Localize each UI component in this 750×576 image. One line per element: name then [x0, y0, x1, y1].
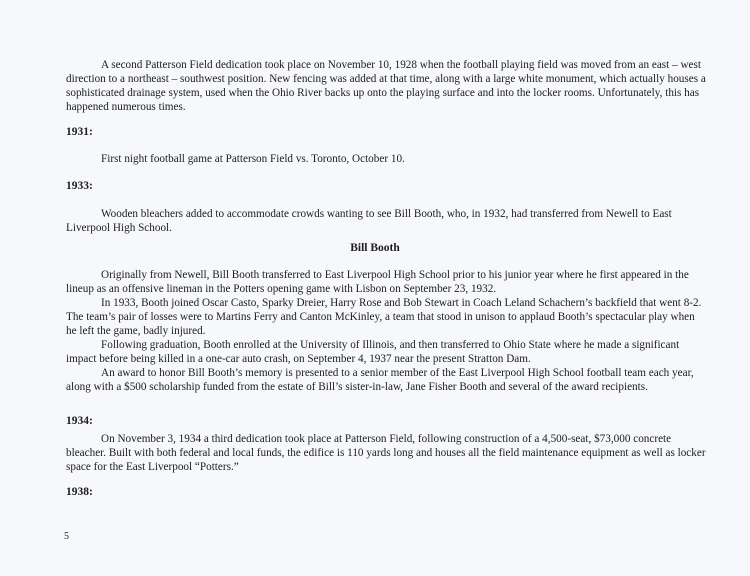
year-heading-1934: 1934:: [66, 415, 93, 427]
booth-paragraph-2: In 1933, Booth joined Oscar Casto, Sparky Dreier, Harry Rose and Bob Stewart in Coach Leland Schachern’s backfield that went 8-2. The team’s pair of losses were to Martins Ferry and Canton McKinley, a team that stood in unison to applaud Booth’s spectacular play when he left the game, badly injured.: [66, 297, 702, 337]
booth-paragraph-3: Following graduation, Booth enrolled at the University of Illinois, and then transferred to Ohio State where he made a significant impact before being killed in a one-car auto crash, on September 4, 1937 near the present Stratton Dam.: [66, 339, 680, 365]
booth-paragraph-4: An award to honor Bill Booth’s memory is presented to a senior member of the East Liverpool High School football team each year, along with a $500 scholarship funded from the estate of Bill’s sister-in-law, Jane Fisher Booth and several of the award recipients.: [66, 367, 694, 393]
year-heading-1931: 1931:: [66, 126, 93, 138]
intro-paragraph: A second Patterson Field dedication took place on November 10, 1928 when the football playing field was moved from an east – west direction to a northeast – southwest position. New fencing was added at that time, along with a large white monument, which actually houses a sophisticated drainage system, used when the Ohio River backs up onto the playing surface and into the locker rooms. Unfortunately, this has happened numerous times.: [66, 59, 706, 113]
paragraph-1933: Wooden bleachers added to accommodate crowds wanting to see Bill Booth, who, in 1932, had transferred from Newell to East Liverpool High School.: [66, 208, 672, 234]
year-heading-1933: 1933:: [66, 180, 93, 192]
page-number: 5: [64, 531, 69, 542]
booth-paragraph-1: Originally from Newell, Bill Booth transferred to East Liverpool High School prior to his junior year where he first appeared in the lineup as an offensive lineman in the Potters opening game with Lisbon on September 23, 1932.: [66, 269, 689, 295]
section-title-bill-booth: Bill Booth: [350, 242, 400, 254]
paragraph-1934: On November 3, 1934 a third dedication took place at Patterson Field, following construction of a 4,500-seat, $73,000 concrete bleacher. Built with both federal and local funds, the edifice is 110 yards long and houses all the field maintenance equipment as well as locker space for the East Liverpool “Potters.”: [66, 433, 706, 473]
paragraph-1931: First night football game at Patterson Field vs. Toronto, October 10.: [101, 153, 405, 165]
year-heading-1938: 1938:: [66, 486, 93, 498]
